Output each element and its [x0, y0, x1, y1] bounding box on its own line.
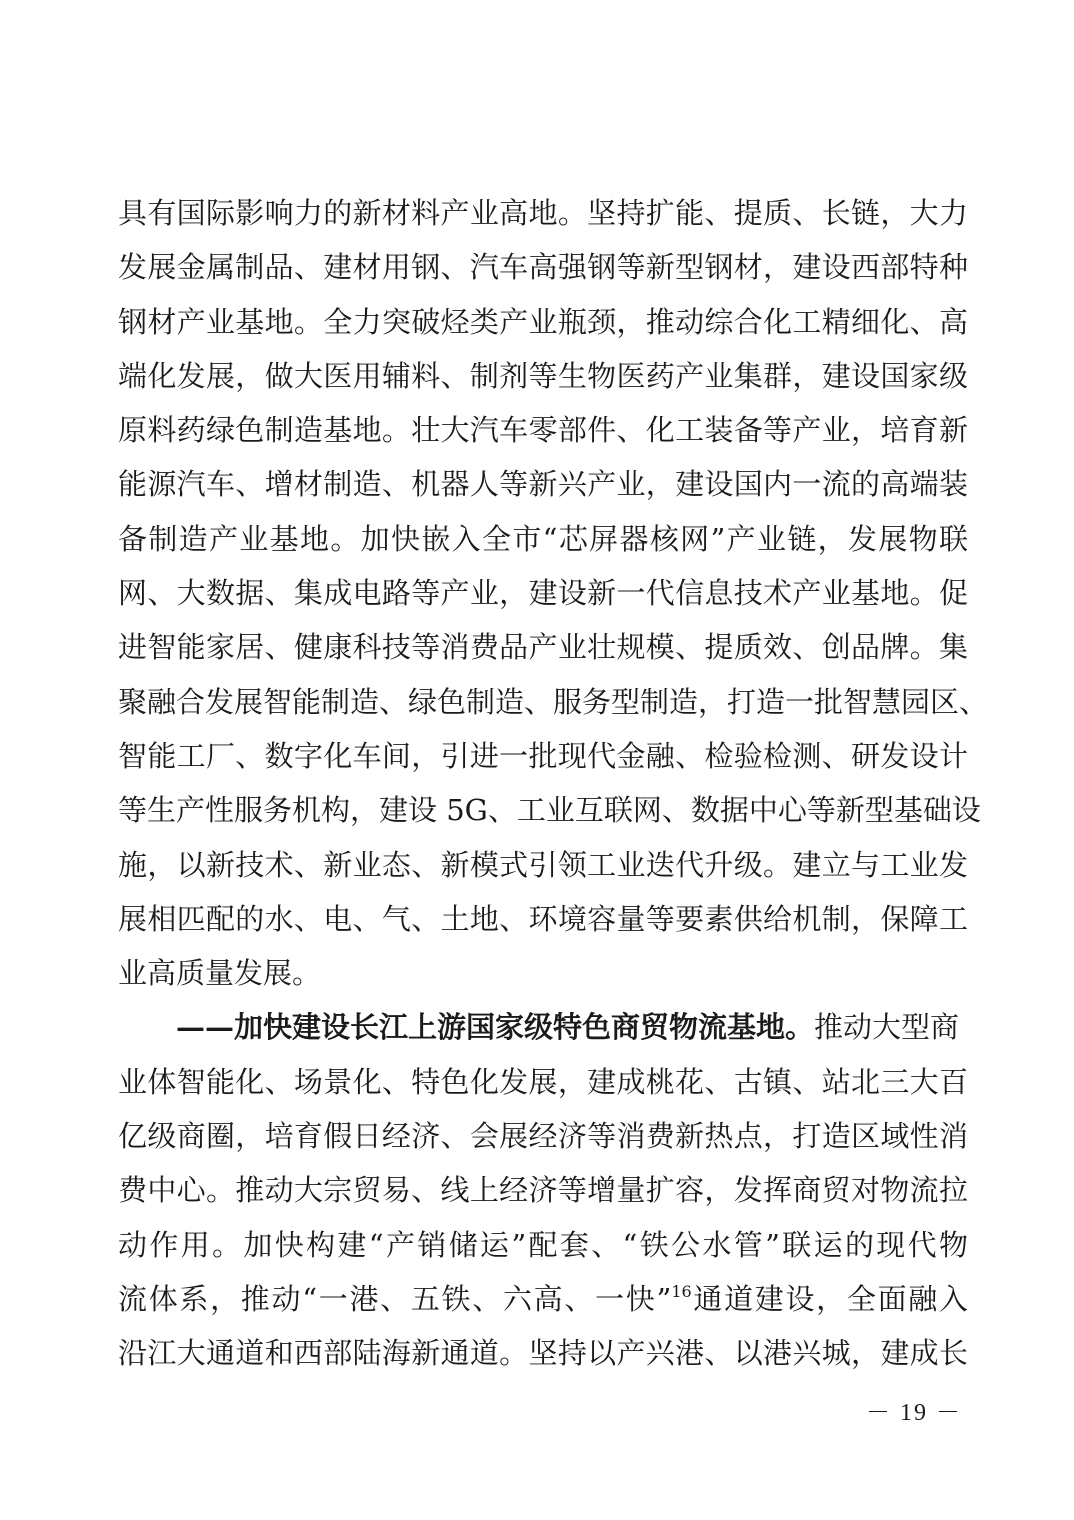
text-line-with-footnote — [118, 1272, 968, 1326]
section-heading: ——加快建设长江上游国家级特色商贸物流基地。 — [176, 1010, 815, 1045]
text-line: 能源汽车、增材制造、机器人等新兴产业，建设国内一流的高端装 — [118, 467, 968, 502]
heading-line-rest: 推动大型商 — [814, 1010, 960, 1045]
heading-line — [118, 1000, 968, 1054]
text-line: 亿级商圈，培育假日经济、会展经济等消费新热点，打造区域性消 — [118, 1119, 968, 1154]
text-run: 通道建设，全面融入 — [691, 1281, 968, 1316]
text-line: 施，以新技术、新业态、新模式引领工业迭代升级。建立与工业发 — [118, 847, 968, 882]
text-line: 进智能家居、健康科技等消费品产业壮规模、提质效、创品牌。集 — [118, 630, 968, 665]
text-line: 钢材产业基地。全力突破烃类产业瓶颈，推动综合化工精细化、高 — [118, 304, 968, 339]
text-line: 沿江大通道和西部陆海新通道。坚持以产兴港、以港兴城，建成长 — [118, 1336, 968, 1371]
text-run: 流体系，推动“一港、五铁、六高、一快” — [118, 1281, 672, 1316]
text-line: 端化发展，做大医用辅料、制剂等生物医药产业集群，建设国家级 — [118, 358, 968, 393]
text-line: 聚融合发展智能制造、绿色制造、服务型制造，打造一批智慧园区、 — [118, 684, 989, 719]
text-line: 费中心。推动大宗贸易、线上经济等增量扩容，发挥商贸对物流拉 — [118, 1173, 968, 1208]
text-line: 原料药绿色制造基地。壮大汽车零部件、化工装备等产业，培育新 — [118, 413, 968, 448]
page-number: － 19 － — [866, 1400, 962, 1426]
text-line: 业高质量发展。 — [118, 956, 322, 991]
text-line: 具有国际影响力的新材料产业高地。坚持扩能、提质、长链，大力 — [118, 196, 968, 230]
paragraph-commerce-logistics — [118, 1000, 968, 1380]
text-line: 备制造产业基地。加快嵌入全市“芯屏器核网”产业链，发展物联 — [118, 521, 968, 556]
text-line: 等生产性服务机构，建设 5G、工业互联网、数据中心等新型基础设 — [118, 793, 981, 828]
text-line: 展相匹配的水、电、气、土地、环境容量等要素供给机制，保障工 — [118, 901, 968, 936]
document-body — [118, 186, 989, 1381]
paragraph-industry — [118, 186, 989, 1000]
text-line: 业体智能化、场景化、特色化发展，建成桃花、古镇、站北三大百 — [118, 1064, 968, 1099]
text-line: 智能工厂、数字化车间，引进一批现代金融、检验检测、研发设计 — [118, 738, 968, 773]
text-line: 动作用。加快构建“产销储运”配套、“铁公水管”联运的现代物 — [118, 1227, 968, 1262]
text-line: 发展金属制品、建材用钢、汽车高强钢等新型钢材，建设西部特种 — [118, 250, 968, 285]
footnote-marker[interactable]: 16 — [671, 1281, 692, 1301]
text-line: 网、大数据、集成电路等产业，建设新一代信息技术产业基地。促 — [118, 576, 968, 611]
